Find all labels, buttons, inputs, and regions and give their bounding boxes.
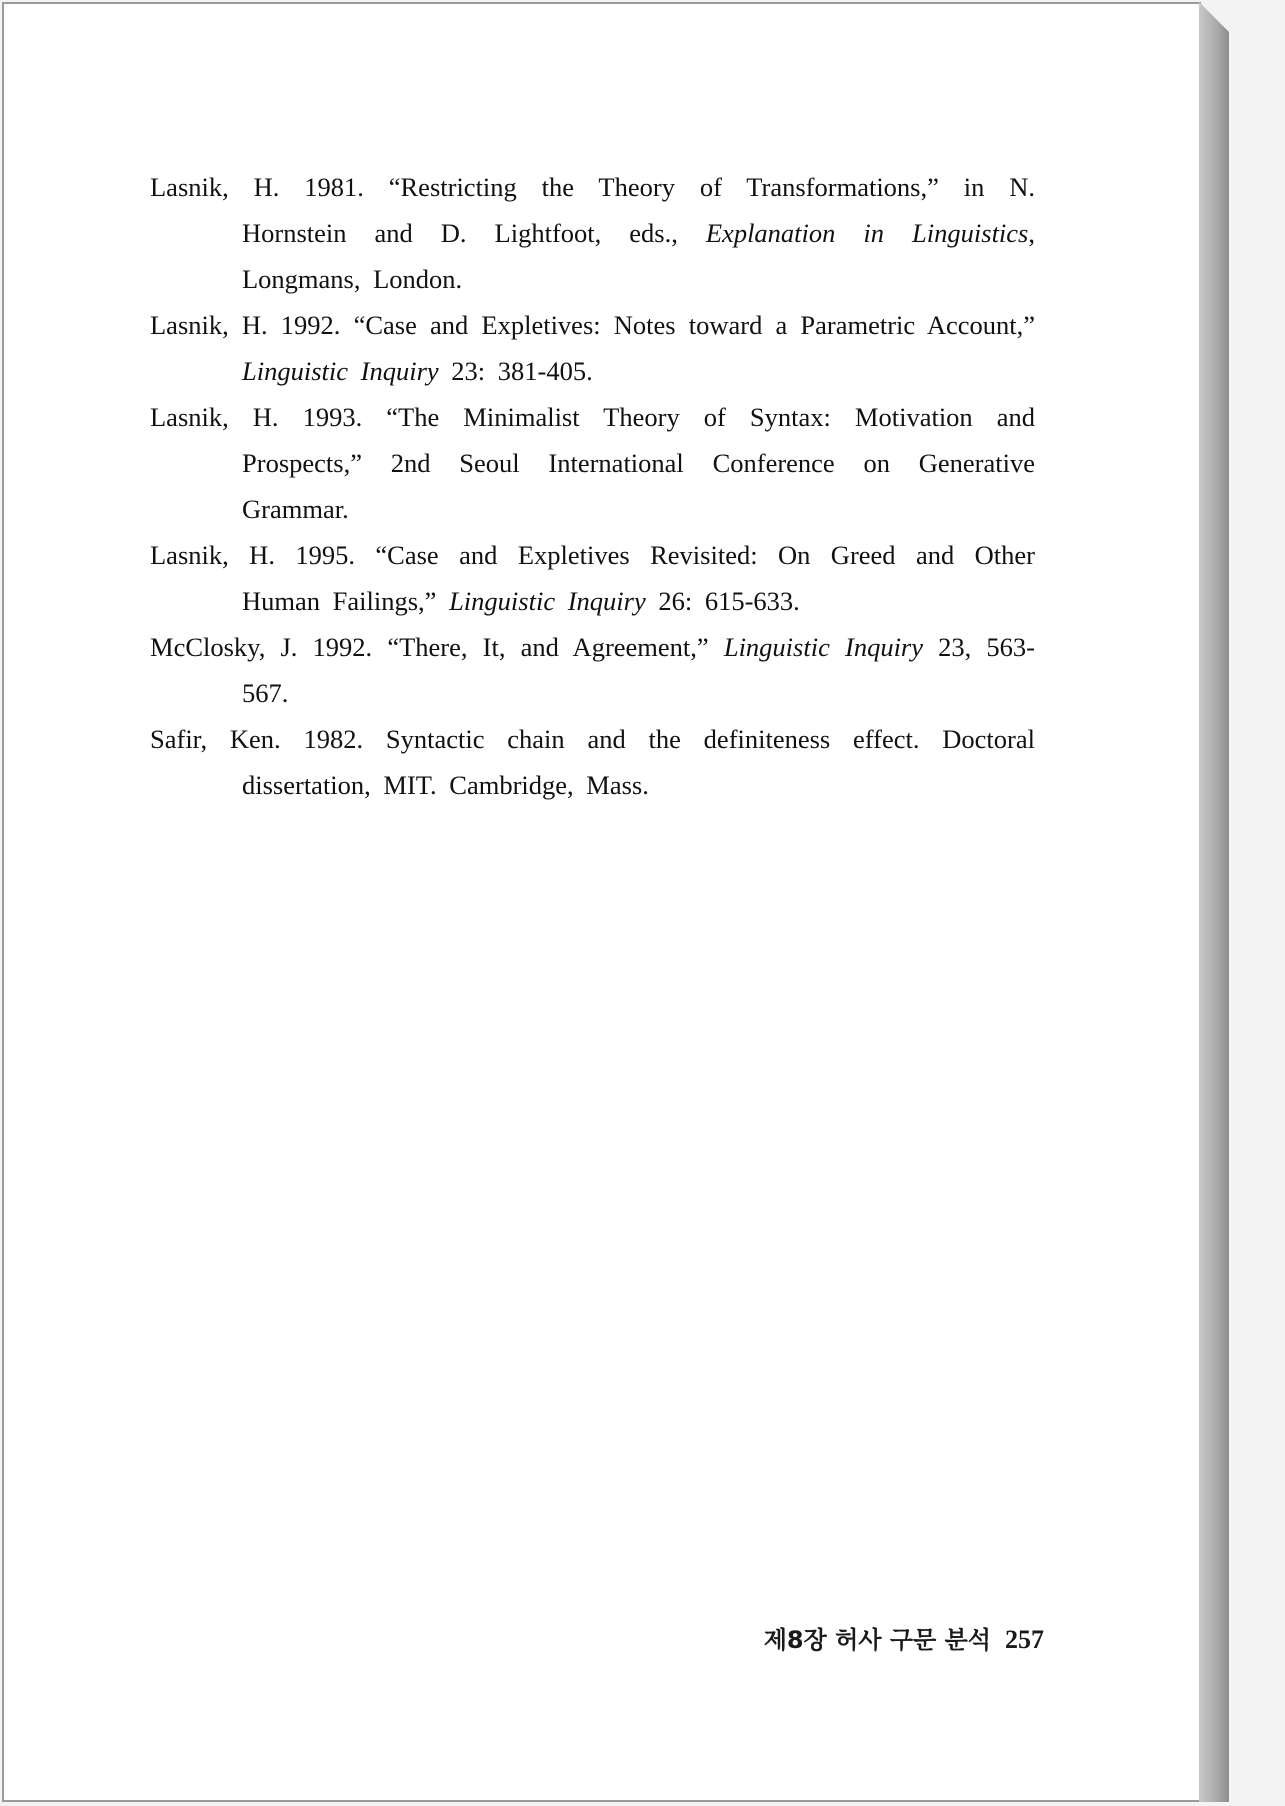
reference-title: Linguistic Inquiry — [723, 632, 923, 662]
reference-text: Lasnik, H. 1993. “The Minimalist Theory of Syntax: Motivation and Prospects,” 2nd Seoul International Conference on Generative Grammar. — [150, 402, 1035, 524]
page-edge-shadow — [1199, 2, 1229, 1802]
reference-text: McClosky, J. 1992. “There, It, and Agreement,” — [150, 632, 724, 662]
reference-text: 23, 563-567. — [242, 632, 1035, 708]
reference-entry — [150, 532, 1035, 624]
reference-text: Safir, Ken. 1982. Syntactic chain and the definiteness effect. Doctoral dissertation, MIT. Cambridge, Mass. — [150, 724, 1035, 800]
reference-text: Lasnik, H. 1995. “Case and Expletives Revisited: On Greed and Other Human Failings,” — [150, 540, 1035, 616]
reference-text: Lasnik, H. 1992. “Case and Expletives: Notes toward a Parametric Account,” — [150, 310, 1035, 340]
reference-title: Explanation in Linguistics — [705, 218, 1029, 248]
reference-title: Linguistic Inquiry — [449, 586, 646, 616]
reference-entry — [150, 394, 1035, 532]
reference-entry — [150, 716, 1035, 808]
reference-text: , Longmans, London. — [242, 218, 1035, 294]
reference-text: 23: 381-405. — [438, 356, 593, 386]
reference-text: Lasnik, H. 1981. “Restricting the Theory of Transformations,” in N. Hornstein and D. Lightfoot, eds., — [150, 172, 1035, 248]
reference-list — [150, 164, 1035, 808]
page-number: 257 — [1005, 1625, 1044, 1654]
chapter-title: 제8장 허사 구문 분석 — [763, 1626, 991, 1654]
document-page — [2, 2, 1201, 1802]
reference-text: 26: 615-633. — [645, 586, 800, 616]
reference-entry — [150, 302, 1035, 394]
reference-entry — [150, 164, 1035, 302]
reference-title: Linguistic Inquiry — [242, 356, 439, 386]
running-footer — [704, 1620, 1044, 1655]
reference-entry — [150, 624, 1035, 716]
